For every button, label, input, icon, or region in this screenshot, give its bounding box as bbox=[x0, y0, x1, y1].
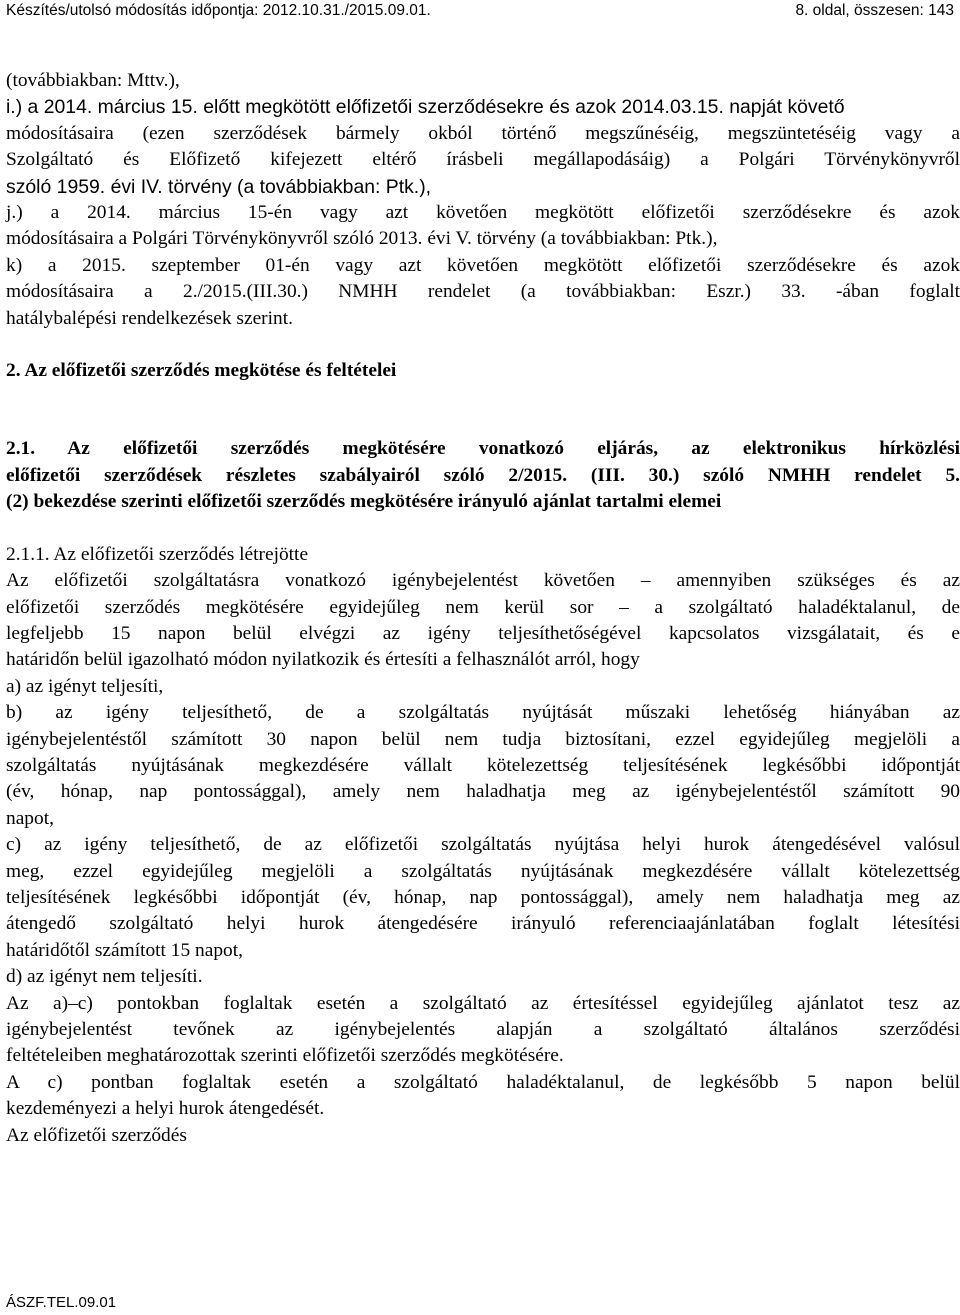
intro-line: Szolgáltató és Előfizető kifejezett eltérő írásbeli megállapodásáig) a Polgári Törvénykönyvről bbox=[6, 149, 960, 171]
intro-line: módosításaira (ezen szerződések bármely okból történő megszűnéséig, megszüntetéséig vagy a bbox=[6, 122, 960, 144]
intro-line: hatálybalépési rendelkezések szerint. bbox=[6, 307, 293, 329]
body-line: igénybejelentést tevőnek az igénybejelentés alapján a szolgáltató általános szerződési bbox=[6, 1019, 960, 1040]
header-page-count: 8. oldal, összesen: 143 bbox=[795, 2, 954, 19]
body-line: legfeljebb 15 napon belül elvégzi az igény teljesíthetőségével kapcsolatos vizsgálatait, és e bbox=[6, 622, 960, 644]
section-heading: 2. Az előfizetői szerződés megkötése és feltételei bbox=[6, 360, 397, 382]
body-line: igénybejelentéstől számított 30 napon belül nem tudja biztosítani, ezzel egyidejűleg megjelöli a bbox=[6, 728, 960, 750]
body-line: átengedő szolgáltató helyi hurok átengedésére irányuló referenciaajánlatában foglalt létesítési bbox=[6, 913, 960, 935]
spacer bbox=[6, 332, 960, 358]
body-line: szolgáltatás nyújtásának megkezdésére vállalt kötelezettség teljesítésének legkésőbbi időpontját bbox=[6, 754, 960, 776]
page-header bbox=[6, 2, 954, 22]
intro-line: módosításaira a 2./2015.(III.30.) NMHH rendelet (a továbbiakban: Eszr.) 33. -ában foglalt bbox=[6, 281, 960, 303]
body-line: a) az igényt teljesíti, bbox=[6, 675, 164, 697]
body-line: teljesítésének legkésőbbi időpontját (év, hónap, nap pontossággal), amely nem haladhatja meg az bbox=[6, 886, 960, 908]
body-line: meg, ezzel egyidejűleg megjelöli a szolgáltatás nyújtásának megkezdésére vállalt kötelezettség bbox=[6, 860, 960, 882]
body-line: Az a)–c) pontokban foglaltak esetén a szolgáltató az értesítéssel egyidejűleg ajánlatot tesz az bbox=[6, 992, 960, 1014]
body-line: A c) pontban foglaltak esetén a szolgáltató haladéktalanul, de legkésőbb 5 napon belül bbox=[6, 1071, 960, 1093]
body-line: napot, bbox=[6, 807, 54, 829]
intro-line: i.) a 2014. március 15. előtt megkötött előfizetői szerződésekre és azok 2014.03.15. napját követő bbox=[6, 96, 845, 119]
intro-line: (továbbiakban: Mttv.), bbox=[6, 70, 180, 91]
document-body bbox=[6, 68, 960, 1149]
subsection-line: 2.1. Az előfizetői szerződés megkötésére vonatkozó eljárás, az elektronikus hírközlési bbox=[6, 438, 960, 460]
body-line: határidőn belül igazolható módon nyilatkozik és értesíti a felhasználót arról, hogy bbox=[6, 649, 640, 671]
body-line: 2.1.1. Az előfizetői szerződés létrejötte bbox=[6, 543, 309, 565]
body-line: határidőtől számított 15 napot, bbox=[6, 939, 243, 961]
body-line: feltételeiben meghatározottak szerinti előfizetői szerződés megkötésére. bbox=[6, 1045, 564, 1067]
body-line: d) az igényt nem teljesíti. bbox=[6, 966, 203, 988]
body-line: előfizetői szerződés megkötésére egyidejűleg nem kerül sor – a szolgáltató haladéktalanul, de bbox=[6, 596, 960, 618]
intro-line: j.) a 2014. március 15-én vagy azt követően megkötött előfizetői szerződésekre és azok bbox=[6, 202, 960, 224]
page-footer: ÁSZF.TEL.09.01 bbox=[6, 1294, 117, 1311]
subsection-line: (2) bekezdése szerinti előfizetői szerződés megkötésére irányuló ajánlat tartalmi elemei bbox=[6, 491, 722, 513]
spacer bbox=[6, 516, 960, 542]
body-line: (év, hónap, nap pontossággal), amely nem haladhatja meg az igénybejelentéstől számított 90 bbox=[6, 781, 960, 803]
spacer bbox=[6, 384, 960, 436]
body-line: Az előfizetői szerződés bbox=[6, 1124, 187, 1146]
intro-line: módosításaira a Polgári Törvénykönyvről szóló 2013. évi V. törvény (a továbbiakban: Ptk.), bbox=[6, 228, 718, 250]
subsection-line: előfizetői szerződések részletes szabályairól szóló 2/2015. (III. 30.) szóló NMHH rendelet 5. bbox=[6, 464, 960, 486]
intro-line: k) a 2015. szeptember 01-én vagy azt követően megkötött előfizetői szerződésekre és azok bbox=[6, 254, 960, 276]
body-line: b) az igény teljesíthető, de a szolgáltatás nyújtását műszaki lehetőség hiányában az bbox=[6, 702, 960, 724]
body-line: kezdeményezi a helyi hurok átengedését. bbox=[6, 1098, 325, 1120]
header-timestamp: Készítés/utolsó módosítás időpontja: 2012.10.31./2015.09.01. bbox=[6, 2, 431, 19]
body-line: Az előfizetői szolgáltatásra vonatkozó igénybejelentést követően – amennyiben szükséges és az bbox=[6, 570, 960, 592]
intro-line: szóló 1959. évi IV. törvény (a továbbiakban: Ptk.), bbox=[6, 175, 432, 198]
body-line: c) az igény teljesíthető, de az előfizetői szolgáltatás nyújtása helyi hurok átengedésével valósul bbox=[6, 834, 960, 856]
